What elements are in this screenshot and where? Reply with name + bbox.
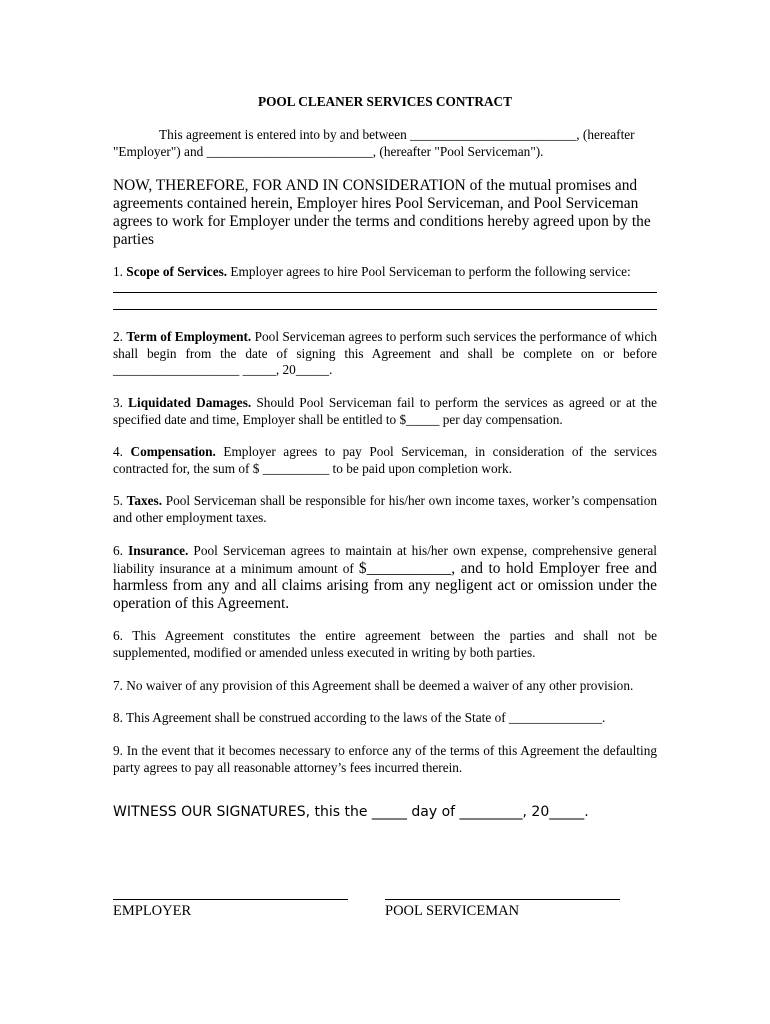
section-5-taxes (113, 493, 657, 526)
employer-signature-line (113, 899, 348, 900)
scope-blank-line-2 (113, 309, 657, 310)
section-6-entire-agreement: 6. This Agreement constitutes the entire agreement between the parties and shall not be supplemented, modified or amended unless executed in writing by both parties. (113, 628, 657, 660)
section-1-number: 1. (113, 264, 127, 279)
section-3-damages (113, 395, 657, 428)
section-1-heading: Scope of Services. (126, 264, 228, 279)
section-5-heading: Taxes. (126, 493, 163, 508)
section-4-heading: Compensation. (130, 444, 216, 459)
section-9-attorney-fees: 9. In the event that it becomes necessary to enforce any of the terms of this Agreement the defaulting party agrees to pay all reasonable attorney’s fees incurred therein. (113, 743, 657, 775)
section-8-governing-law: 8. This Agreement shall be construed according to the laws of the State of ______________. (113, 710, 606, 725)
document-title: POOL CLEANER SERVICES CONTRACT (257, 94, 513, 109)
section-5-number: 5. (113, 493, 127, 508)
section-6-insurance (113, 542, 657, 612)
section-4-number: 4. (113, 444, 131, 459)
section-2-term (113, 329, 657, 379)
scope-blank-line-1 (113, 292, 657, 293)
section-4-text: Employer agrees to pay Pool Serviceman, in consideration of the services contracted for, the sum of $ __________ to be paid upon completion work. (113, 444, 657, 476)
section-3-number: 3. (113, 395, 129, 410)
serviceman-signature-line (385, 899, 620, 900)
section-3-heading: Liquidated Damages. (128, 395, 252, 410)
section-6-text-small: Pool Serviceman agrees to maintain at his/her own expense, comprehensive general liability insurance at a minimum amount of (113, 543, 657, 576)
serviceman-label: POOL SERVICEMAN (385, 903, 520, 919)
section-2-number: 2. (113, 329, 127, 344)
section-4-compensation (113, 444, 657, 477)
intro-paragraph (113, 127, 657, 160)
section-6-number: 6. (113, 543, 129, 558)
section-2-text: Pool Serviceman agrees to perform such services the performance of which shall begin from the date of signing this Agreement and shall be complete on or before ___________________ _____, 20_____. (113, 329, 658, 377)
section-1-scope (113, 264, 657, 281)
employer-label: EMPLOYER (113, 903, 192, 919)
section-1-text: Employer agrees to hire Pool Serviceman to perform the following service: (227, 264, 631, 279)
intro-line-2: "Employer") and _________________________, (hereafter "Pool Serviceman"). (113, 143, 544, 159)
section-5-text: Pool Serviceman shall be responsible for his/her own income taxes, worker’s compensation and other employment taxes. (113, 493, 657, 525)
section-7-waiver: 7. No waiver of any provision of this Agreement shall be deemed a waiver of any other provision. (113, 678, 634, 693)
intro-line-1: This agreement is entered into by and between _________________________, (hereafter (159, 127, 635, 142)
recital-paragraph: NOW, THEREFORE, FOR AND IN CONSIDERATION of the mutual promises and agreements contained herein, Employer hires Pool Serviceman, and Pool Serviceman agrees to work for Employer under the terms and conditions hereby agreed upon by the parties (113, 177, 651, 248)
section-3-text: Should Pool Serviceman fail to perform the services as agreed or at the specified date and time, Employer shall be entitled to $_____ per day compensation. (113, 395, 657, 427)
section-6-heading: Insurance. (128, 543, 189, 558)
section-6-text-large: $___________, and to hold Employer free and harmless from any and all claims arising from any negligent act or omission under the operation of this Agreement. (113, 559, 657, 612)
section-2-heading: Term of Employment. (126, 329, 252, 344)
witness-line: WITNESS OUR SIGNATURES, this the _____ day of _________, 20_____. (113, 804, 589, 820)
